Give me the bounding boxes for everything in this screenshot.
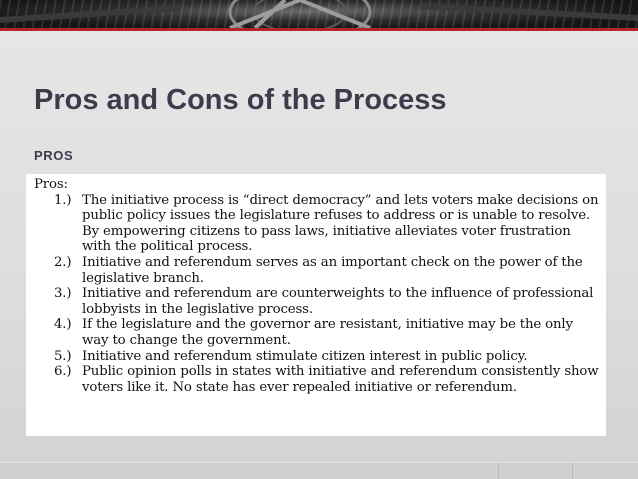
list-item (32, 255, 602, 286)
list-item (32, 193, 602, 255)
item-number: 5.) (54, 348, 72, 364)
list-item (32, 286, 602, 317)
item-number: 4.) (54, 317, 72, 333)
item-text: Initiative and referendum serves as an important check on the power of the legislative branch. (82, 254, 583, 286)
list-item (32, 349, 602, 365)
footer-bar (0, 462, 638, 479)
list-item (32, 364, 602, 395)
footer-divider (498, 463, 499, 479)
item-number: 2.) (54, 254, 72, 270)
item-number: 3.) (54, 286, 72, 302)
wheel-graphic (0, 0, 638, 28)
section-label: PROS (34, 148, 74, 163)
item-text: Initiative and referendum stimulate citizen interest in public policy. (82, 348, 528, 364)
header-accent-line (0, 28, 638, 31)
item-number: 6.) (54, 364, 72, 380)
item-text: If the legislature and the governor are resistant, initiative may be the only way to change the government. (82, 317, 573, 348)
pros-content-image (26, 174, 606, 436)
item-text: The initiative process is “direct democracy” and lets voters make decisions on public policy issues the legislature refuses to address or is unable to resolve. By empowering citizens to pass laws, initiative alleviates voter frustration with the political process. (82, 192, 599, 255)
item-text: Initiative and referendum are counterweights to the influence of professional lobbyists in the legislative process. (82, 286, 594, 317)
pros-list (32, 193, 602, 396)
item-text: Public opinion polls in states with initiative and referendum consistently show voters like it. No state has ever repealed initiative or referendum. (82, 364, 599, 395)
pros-heading: Pros: (34, 177, 68, 192)
footer-divider (572, 463, 573, 479)
slide-title: Pros and Cons of the Process (34, 84, 447, 116)
list-item (32, 317, 602, 348)
item-number: 1.) (54, 192, 72, 208)
header-banner-image (0, 0, 638, 28)
